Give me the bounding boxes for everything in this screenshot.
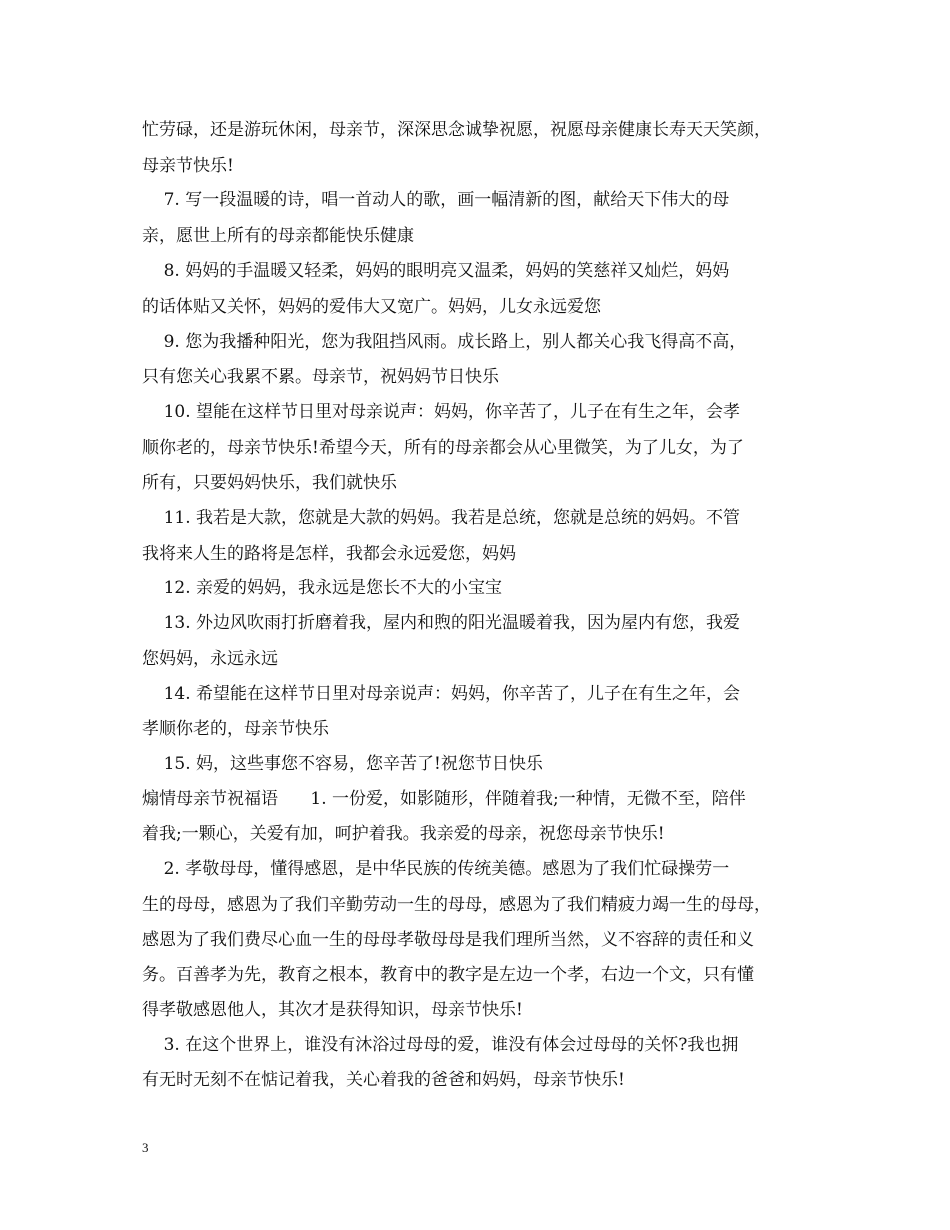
text-line: 亲，愿世上所有的母亲都能快乐健康 [142,226,414,246]
text-line: 感恩为了我们费尽心血一生的母母孝敬母母是我们理所当然，义不容辞的责任和义 [142,930,754,950]
text-line: 煽情母亲节祝福语 1. 一份爱，如影随形，伴随着我;一种情，无微不至，陪伴 [142,789,746,809]
text-line: 务。百善孝为先，教育之根本，教育中的教字是左边一个孝，右边一个文，只有懂 [142,965,754,985]
text-line: 忙劳碌，还是游玩休闲，母亲节，深深思念诚挚祝愿，祝愿母亲健康长寿天天笑颜， [142,120,771,140]
page-number: 3 [142,1140,149,1155]
text-line: 母亲节快乐! [142,156,234,176]
text-line: 只有您关心我累不累。母亲节，祝妈妈节日快乐 [142,367,499,387]
text-line: 顺你老的，母亲节快乐!希望今天，所有的母亲都会从心里微笑，为了儿女，为了 [142,438,744,458]
text-line: 7. 写一段温暖的诗，唱一首动人的歌，画一幅清新的图，献给天下伟大的母 [142,190,730,210]
text-line: 13. 外边风吹雨打折磨着我，屋内和煦的阳光温暖着我，因为屋内有您，我爱 [142,613,741,633]
text-line: 您妈妈，永远永远 [142,649,278,669]
text-line: 9. 您为我播种阳光，您为我阻挡风雨。成长路上，别人都关心我飞得高不高， [142,332,747,352]
text-line: 2. 孝敬母母，懂得感恩，是中华民族的传统美德。感恩为了我们忙碌操劳一 [142,859,730,879]
text-line: 8. 妈妈的手温暖又轻柔，妈妈的眼明亮又温柔，妈妈的笑慈祥又灿烂，妈妈 [142,261,730,281]
text-line: 着我;一颗心，关爱有加，呵护着我。我亲爱的母亲，祝您母亲节快乐! [142,824,665,844]
text-line: 生的母母，感恩为了我们辛勤劳动一生的母母，感恩为了我们精疲力竭一生的母母， [142,895,771,915]
text-line: 孝顺你老的，母亲节快乐 [142,719,329,739]
text-line: 的话体贴又关怀，妈妈的爱伟大又宽广。妈妈，儿女永远爱您 [142,297,601,317]
text-line: 3. 在这个世界上，谁没有沐浴过母母的爱，谁没有体会过母母的关怀?我也拥 [142,1035,739,1055]
text-line: 15. 妈，这些事您不容易，您辛苦了!祝您节日快乐 [142,754,543,774]
text-line: 得孝敬感恩他人，其次才是获得知识，母亲节快乐! [142,1000,523,1020]
text-line: 10. 望能在这样节日里对母亲说声：妈妈，你辛苦了，儿子在有生之年，会孝 [142,402,741,422]
text-line: 11. 我若是大款，您就是大款的妈妈。我若是总统，您就是总统的妈妈。不管 [142,508,741,528]
text-line: 12. 亲爱的妈妈，我永远是您长不大的小宝宝 [142,578,503,598]
text-line: 14. 希望能在这样节日里对母亲说声：妈妈，你辛苦了，儿子在有生之年，会 [142,684,741,704]
text-line: 所有，只要妈妈快乐，我们就快乐 [142,473,397,493]
text-line: 有无时无刻不在惦记着我，关心着我的爸爸和妈妈，母亲节快乐! [142,1070,625,1090]
text-line: 我将来人生的路将是怎样，我都会永远爱您，妈妈 [142,544,516,564]
